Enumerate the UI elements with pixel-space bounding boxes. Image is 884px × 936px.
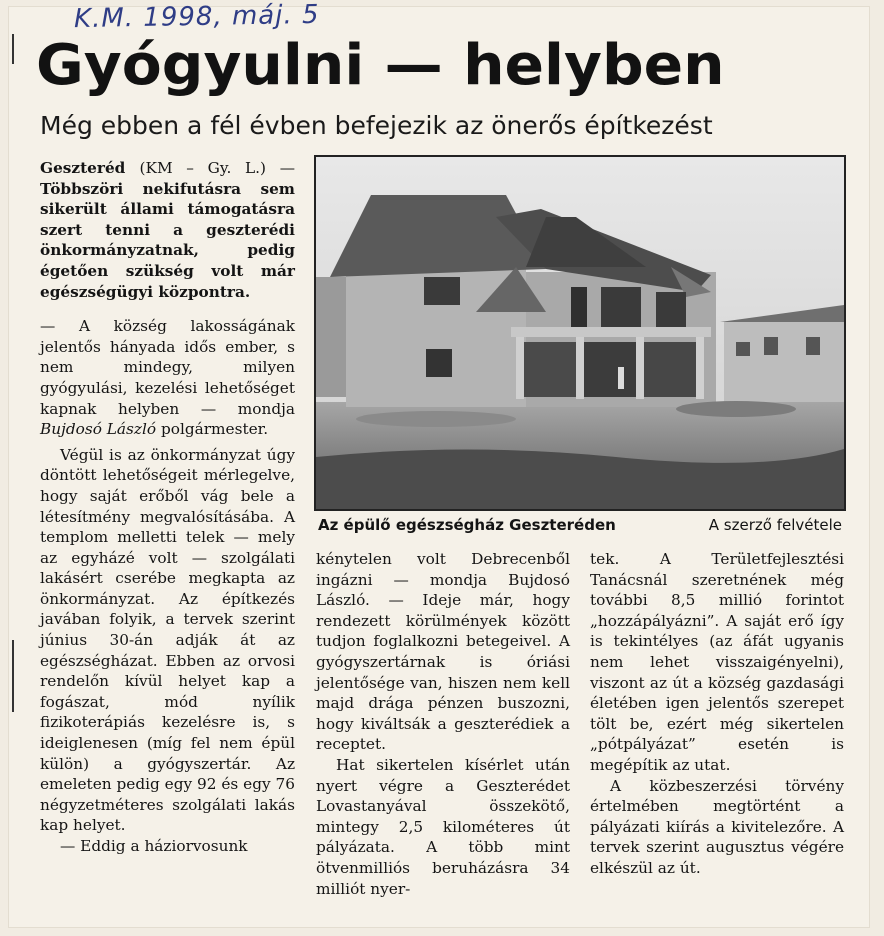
lead-text: Többszöri nekifutásra sem sikerült állami támogatásra szert tenni a geszterédi önkormányzatnak, pedig égetően szükség volt már egészségügyi központra.: [40, 179, 295, 301]
construction-site-image: [316, 157, 844, 509]
paragraph: Hat sikertelen kísérlet után nyert végre a Geszterédet Lovastanyával összekötő, mintegy 2,5 kilométeres út pályázata. A több mint ötvenmilliós beruházásra 34 milliót nyer-: [316, 755, 570, 898]
article-column-1: [40, 158, 295, 857]
paragraph: — A község lakosságának jelentős hányada idős ember, s nem mindegy, milyen gyógyulási, kezelési lehetőséget kapnak helyben — mondja Bujdosó László polgármester.: [40, 317, 295, 439]
dateline: Geszteréd: [40, 159, 126, 177]
margin-rule: [12, 640, 14, 712]
article-column-2: [316, 549, 570, 899]
paragraph: kénytelen volt Debrecenből ingázni — mondja Bujdosó László. — Ideje már, hogy rendezett körülmények között tudjon foglalkozni betegeivel. A gyógyszertárnak is óriási jelentősége van, hiszen nem kell majd drága pénzen buszozni, hogy kiváltsák a geszterédiek a receptet.: [316, 550, 570, 754]
paragraph: A közbeszerzési törvény értelmében megtörtént a pályázati kiírás a kivitelezőre. A tervek szerint augusztus végére elkészül az út.: [590, 776, 844, 877]
paragraph: — Eddig a háziorvosunk: [60, 837, 248, 855]
source-tag: (KM – Gy. L.) —: [139, 159, 295, 177]
handwritten-date-note: K.M. 1998, máj. 5: [73, 0, 320, 35]
paragraph: tek. A Területfejlesztési Tanácsnál szeretnének még további 8,5 millió forintot „hozzápályázni”. A saját erő így is tekintélyes (az áfát ugyanis nem lehet visszaigényelni), viszont az út a község gazdasági életében igen jelentős szerepet tölt be, ezért még sikertelen „pótpályázat” esetén is megépítik az utat.: [590, 550, 844, 774]
building-photo: [314, 155, 846, 511]
subheadline: Még ebben a fél évben befejezik az önerős építkezést: [40, 111, 713, 140]
photo-caption: Az épülő egészségház Geszteréden: [318, 516, 616, 534]
photo-caption-line: [318, 514, 848, 536]
headline: Gyógyulni — helyben: [36, 33, 725, 98]
person-name: Bujdosó László: [40, 420, 157, 439]
photo-credit: A szerző felvétele: [708, 516, 842, 534]
paragraph: Végül is az önkormányzat úgy döntött lehetőségeit mérlegelve, hogy saját erőből vág bele a létesítmény megvalósításába. A templom melletti telek — mely az egyházé volt — szolgálati lakásért cserébe megkapta az önkormányzat. Az építkezés javában folyik, a tervek szerint június 30-án adják át az egészségházat. Ebben az orvosi rendelőn kívül helyet kap a fogászat, mód nyílik fizikoterápiás kezelésre is, s ideiglenesen (míg fel nem épül külön) a gyógyszertár. Az emeleten pedig egy 92 és egy 76 négyzetméteres szolgálati lakás kap helyet.: [40, 445, 295, 835]
lead-paragraph: [40, 158, 295, 302]
margin-rule: [12, 34, 14, 64]
article-column-3: [590, 549, 844, 879]
